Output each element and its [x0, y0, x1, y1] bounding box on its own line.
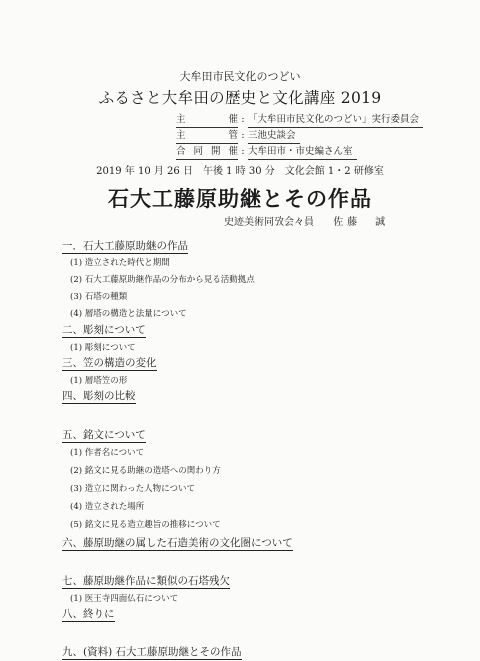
section-heading: 六、藤原助継の属した石造美術の文化圏について [62, 537, 293, 549]
section-item: (1) 医王寺四面仏石について [70, 594, 179, 604]
section-heading: 二、彫刻について [62, 324, 146, 336]
sponsor-role: 合同開催 [176, 144, 238, 160]
section-item: (3) 造立に関わった人物について [70, 484, 195, 494]
section-heading: 五、銘文について [62, 429, 146, 441]
sponsor-row: 主 催 : 「大牟田市民文化のつどい」実行委員会 [176, 112, 476, 128]
section-item: (4) 層塔の構造と法量について [70, 309, 187, 319]
sponsor-name: 「大牟田市民文化のつどい」実行委員会 [248, 112, 423, 128]
lecture-series-title: ふるさと大牟田の歴史と文化講座 2019 [98, 89, 382, 107]
section-item: (4) 造立された場所 [70, 502, 145, 512]
sponsor-row: 合同開催 : 大牟田市・市史編さん室 [176, 144, 476, 160]
section-item: (2) 銘文に見る助継の造塔への関わり方 [70, 466, 221, 476]
sponsor-role: 主 催 [176, 112, 238, 128]
author-name: 佐藤 誠 [333, 217, 390, 228]
section-item: (1) 彫刻について [70, 343, 136, 353]
author-line [224, 213, 389, 228]
section-heading: 八、終りに [62, 608, 115, 620]
section-heading: 一．石大工藤原助継の作品 [62, 240, 188, 252]
sponsor-name: 大牟田市・市史編さん室 [248, 144, 357, 160]
event-date-line: 2019 年 10 月 26 日 午後 1 時 30 分 文化会館 1・2 研修室 [96, 166, 384, 177]
sponsor-role: 主 管 [176, 128, 238, 144]
section-item: (3) 石塔の種類 [70, 292, 128, 302]
section-item: (1) 層塔笠の形 [70, 376, 128, 386]
section-item: (5) 銘文に見る造立趣旨の推移について [70, 520, 221, 530]
author-affiliation: 史迹美術同攷会々員 [224, 217, 314, 228]
section-heading: 九、(資料) 石大工藤原助継とその作品 [62, 646, 242, 658]
section-item: (1) 作者名について [70, 448, 145, 458]
sponsors-block [176, 112, 476, 160]
sponsor-name: 三池史談会 [248, 128, 300, 144]
sponsor-row: 主 管 : 三池史談会 [176, 128, 476, 144]
section-item: (2) 石大工藤原助継作品の分布から見る活動拠点 [70, 275, 255, 285]
section-heading: 四、彫刻の比較 [62, 390, 136, 402]
section-heading: 七、藤原助継作品に類似の石塔残欠 [62, 575, 230, 587]
lecture-title: 石大工藤原助継とその作品 [108, 186, 372, 211]
organizer-name: 大牟田市民文化のつどい [179, 70, 301, 83]
section-heading: 三、笠の構造の変化 [62, 357, 157, 369]
section-item: (1) 造立された時代と期間 [70, 258, 170, 268]
